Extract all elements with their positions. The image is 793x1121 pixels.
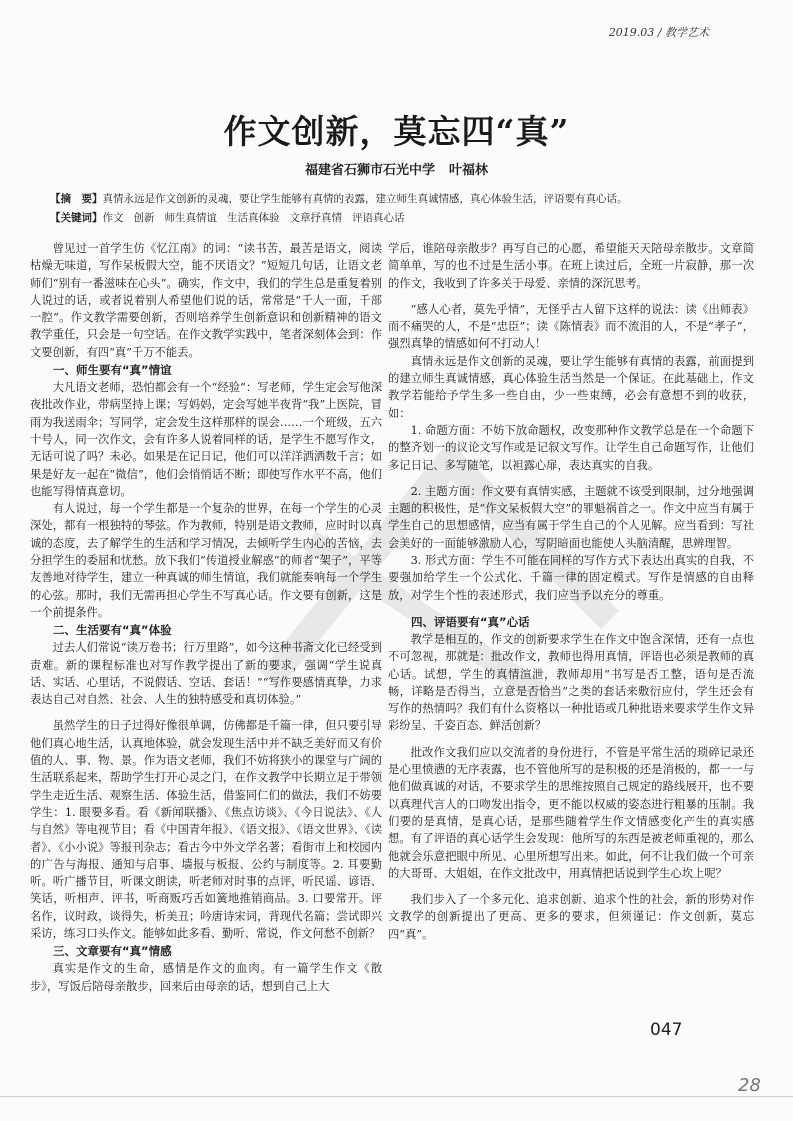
handwritten-mark: 28 <box>738 1075 761 1096</box>
right-column <box>388 240 754 943</box>
section-heading-2: 二、生活要有“真”体验 <box>53 623 172 638</box>
list-item-1: 1. 命题方面：不妨下放命题权，改变那种作文教学总是在一个命题下的整齐划一的议论文写作或是记叙文写作。让学生自己命题写作，让他们多记日记、多写随笔，以袒露心扉，表达真实的自我。 <box>388 423 754 472</box>
page-number: 047 <box>650 1020 683 1040</box>
paragraph: 虽然学生的日子过得好像很单调，仿佛都是千篇一律，但只要引导他们真心地生活，认真地体验，就会发现生活中并不缺乏美好而又有价值的人、事、物、景。作为语文老师，我们不妨将狭小的课堂与广阔的生活联系起来，帮助学生打开心灵之门，在作文教学中长期立足于带领学生走近生活、观察生活、体验生活，借鉴同仁们的做法，我们不妨要学生：1. 眼要多看。看《新闻联播》、《焦点访谈》、《今日说法》、《人与自然》等电视节目；看《中国青年报》、《语文报》、《语文世界》、《读者》、《小小说》等报刊杂志；看古今中外文学名著；看街市上和校园内的广告与海报、通知与启事、墙报与板报、公约与制度等。2. 耳要勤听。听广播节目，听课文朗读，听老师对时事的点评，听民谣、谚语、笑话，听相声、评书，听商贩巧舌如簧地推销商品。3. 口要常开。评名作，议时政，谈得失，析美丑；吟唐诗宋词，背现代名篇；尝试即兴采访，练习口头作文。能够如此多看、勤听、常说，作文何愁不创新？ <box>30 719 382 940</box>
author-name: 叶福林 <box>449 163 489 178</box>
paragraph: 有人说过，每一个学生都是一个复杂的世界，在每一个学生的心灵深处，都有一根独特的琴弦。作为教师，特别是语文教师，应时时以真诚的态度，去了解学生的生活和学习情况，去倾听学生内心的苦恼，去分担学生的委屈和忧愁。放下我们“传道授业解惑”的师者“架子”，平等友善地对待学生，建立一种真诚的师生情谊，我们就能奏响每一个学生的心弦。那时，我们无需再担心学生不写真心话。作文要有创新，这是一个前提条件。 <box>30 502 382 619</box>
keyword: 创新 <box>133 212 155 224</box>
list-item-2: 2. 主题方面：作文要有真情实感，主题就不该受到限制，过分地强调主题的积极性，是“作文呆板假大空”的罪魁祸首之一。作文中应当有属于学生自己的思想感情，应当有属于学生自己的个人见解。应当看到：写社会美好的一面能够激励人心，写阴暗面也能使人头脑清醒，思辨理智。 <box>388 484 754 550</box>
keyword: 作文 <box>102 212 124 224</box>
paragraph: 真实是作文的生命，感情是作文的血肉。有一篇学生作文《散步》，写饭后陪母亲散步，回来后由母亲的话，想到自己上大 <box>30 962 382 993</box>
keyword: 师生真情谊 <box>164 212 217 224</box>
section-heading-4: 四、评语要有“真”心话 <box>411 614 530 629</box>
section-heading-1: 一、师生要有“真”情谊 <box>53 363 172 378</box>
paragraph: “感人心者，莫先乎情”，无怪乎古人留下这样的说法：读《出师表》而不痛哭的人，不是“忠臣”；读《陈情表》而不流泪的人，不是“孝子”，强烈真挚的情感如何不打动人！ <box>388 302 754 351</box>
paragraph: 大凡语文老师，恐怕都会有一个“经验”：写老师，学生定会写他深夜批改作业，带病坚持上课；写妈妈，定会写她半夜背“我”上医院，冒雨为我送雨伞；写同学，定会发生这样那样的误会……一个班级，五六十号人，同一次作文，会有许多人说着同样的话，是学生不愿写作文，无话可说了吗？未必。如果是在记日记，他们可以洋洋洒洒数千言；如果是好友一起在“微信”，他们会悄悄话不断；即使写作水平不高，他们也能写得情真意切。 <box>30 381 382 498</box>
journal-issue-header: 2019.03 / 教学艺术 <box>608 26 709 39</box>
list-item-3: 3. 形式方面：学生不可能在同样的写作方式下表达出真实的自我，不要强加给学生一个公式化、千篇一律的固定模式。写作是情感的自由释放，对学生个性的表述形式，我们应当予以充分的尊重。 <box>388 554 754 602</box>
keywords <box>50 209 770 228</box>
author-line <box>0 159 793 178</box>
intro-paragraph: 曾见过一首学生仿《忆江南》的词：“读书苦，最苦是语文，阅读枯燥无味道，写作呆板假大空，能不厌语文？”短短几句话，让语文老师们“别有一番滋味在心头”。确实，作文中，我们的学生总是重复着别人说过的话，或者说着别人希望他们说的话，常常是“千人一面，千部一腔”。作文教学需要创新，否则培养学生创新意识和创新精神的语文教学重任，只会是一句空话。在作文教学实践中，笔者深刻体会到：作文要创新，有四“真”千万不能丢。 <box>30 242 382 359</box>
abstract <box>50 190 770 209</box>
paragraph: 教学是相互的，作文的创新要求学生在作文中饱含深情，还有一点也不可忽视，那就是：批改作文，教师也得用真情，评语也必须是教师的真心话。试想，学生的真情渲泄，教师却用“书写是否工整，语句是否流畅，详略是否得当，立意是否恰当”之类的套话来敷衍应付，学生还会有写作的热情吗？我们有什么资格以一种批语或几种批语来要求学生作文异彩纷呈、千姿百态、鲜活创新？ <box>388 632 754 733</box>
keyword: 评语真心话 <box>352 212 405 224</box>
left-column <box>30 240 382 995</box>
conclusion-paragraph: 我们步入了一个多元化、追求创新、追求个性的社会，新的形势对作文教学的创新提出了更高、更多的要求，但须谨记：作文创新，莫忘四“真”。 <box>388 893 754 941</box>
paragraph: 过去人们常说“读万卷书；行万里路”，如今这种书斋文化已经受到责难。新的课程标准也对写作教学提出了新的要求，强调“学生说真话、实话、心里话，不说假话、空话、套话！”“写作要感情真挚，力求表达自己对自然、社会、人生的独特感受和真切体验。” <box>30 641 382 707</box>
keyword: 文章抒真情 <box>289 212 342 224</box>
paragraph: 真情永远是作文创新的灵魂，要让学生能够有真情的表露，前面提到的建立师生真诚情感，真心体验生活当然是一个保证。在此基础上，作文教学若能给予学生多一些自由，少一些束缚，必会有意想不到的收获，如： <box>388 354 754 420</box>
paragraph: 批改作文我们应以交流者的身份进行，不管是平常生活的琐碎记录还是心里愤懑的无序表露，也不管他所写的是积极的还是消极的，都一一与他们做真诚的对话，不要求学生的思维按照自己规定的路线展开，也不要以真理代言人的口吻发出指令，更不能以权威的姿态进行粗暴的压制。我们要的是真情，是真心话，是那些随着学生作文情感变化产生的真实感想。有了评语的真心话学生会发现：他所写的东西是被老师重视的，那么他就会乐意把眼中所见、心里所想写出来。如此，何不让我们做一个可亲的大哥哥、大姐姐，在作文批改中，用真情把话说到学生心坎上呢？ <box>388 745 754 880</box>
abstract-text: 真情永远是作文创新的灵魂，要让学生能够有真情的表露，建立师生真诚情感，真心体验生活，评语要有真心话。 <box>102 193 628 205</box>
scan-edge-line <box>0 1096 793 1097</box>
abstract-block <box>50 190 770 228</box>
keywords-label: 【关键词】 <box>50 212 103 224</box>
paragraph-continuation: 学后，谁陪母亲散步？再写自己的心愿，希望能天天陪母亲散步。文章简简单单，写的也不过是生活小事。在班上读过后，全班一片寂静，那一次的作文，我收到了许多关于母爱、亲情的深沉思考。 <box>388 242 754 290</box>
abstract-label: 【摘 要】 <box>50 193 103 205</box>
keyword: 生活真体验 <box>227 212 280 224</box>
section-heading-3: 三、文章要有“真”情感 <box>53 944 172 959</box>
article-title: 作文创新，莫忘四“真” <box>223 112 570 152</box>
author-affiliation: 福建省石狮市石光中学 <box>304 163 435 178</box>
